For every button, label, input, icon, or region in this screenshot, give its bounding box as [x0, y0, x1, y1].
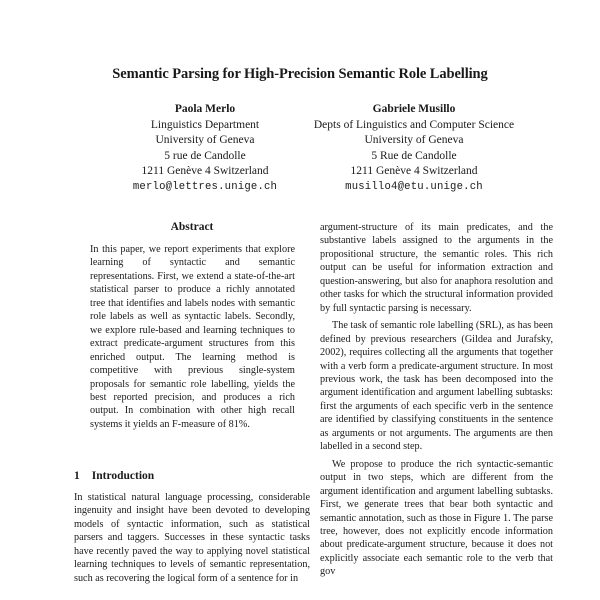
author-affiliation-line: Linguistics Department — [150, 118, 260, 131]
abstract-paragraph: In this paper, we report experiments that explore learning of syntactic and semantic representations. First, we extend a state-of-the-art statistical parser to produce a richly annotated tree that identifies and labels nodes with semantic role labels as well as syntactic labels. Secondly, we explore rule-based and learning techniques to extract predicate-argument structures from this enriched output. The learning method is competitive with previous single-system proposals for semantic role labelling, yields the best reported precision, and produces a rich output. In combination with other high recall systems it yields an F-measure of 81%. — [90, 244, 295, 430]
body-paragraph: The task of semantic role labelling (SRL), as has been defined by previous researchers (Gildea and Jurafsky, 2002), requires collecting all the arguments that together with a verb form a predicate-argument structure. In most previous work, the task has been decomposed into the argument identification and argument labelling subtasks: first the arguments of each specific verb in the sentence are identified by classifying constituents in the sentence as arguments or not arguments. The arguments are then labelled in a second step. — [320, 320, 553, 453]
abstract-heading: Abstract — [170, 221, 214, 233]
paper-title: Semantic Parsing for High-Precision Semantic Role Labelling — [112, 66, 488, 82]
right-column-text — [320, 221, 553, 579]
section-number: 1 — [74, 470, 80, 482]
author-name: Paola Merlo — [174, 103, 236, 115]
author-block-2 — [284, 102, 544, 196]
body-paragraph: We propose to produce the rich syntactic-semantic output in two steps, which are different from the argument identification and argument labelling subtasks. First, we generate trees that bear both syntactic and semantic annotation, such as those in Figure 1. The parse tree, however, does not explicitly encode information about predicate-argument structure, because it does not explicitly associate each semantic role to the verb that gov — [320, 458, 553, 578]
author-name: Gabriele Musillo — [372, 103, 456, 115]
author-email: musillo4@etu.unige.ch — [345, 180, 483, 193]
author-affiliation-line: University of Geneva — [155, 134, 255, 147]
author-affiliation-line: University of Geneva — [364, 134, 464, 147]
body-paragraph: argument-structure of its main predicates, and the substantive labels assigned to the arguments in the propositional structure, the semantic roles. This rich output can be useful for information extraction and question-answering, but also for anaphora resolution and other tasks for which the structural information provided by full syntactic parsing is necessary. — [320, 222, 553, 314]
author-email: merlo@lettres.unige.ch — [132, 180, 278, 193]
body-paragraph: In statistical natural language processing, considerable ingenuity and insight have been devoted to developing models of syntactic information, such as statistical parsers and taggers. Successes in these syntactic tasks have recently paved the way to applying novel statistical learning techniques to levels of semantic representation, such as recovering the logical form of a sentence for in — [74, 492, 310, 584]
author-affiliation-line: 5 rue de Candolle — [164, 149, 246, 162]
author-affiliation-line: Depts of Linguistics and Computer Science — [313, 118, 515, 131]
intro-text — [74, 491, 310, 585]
author-affiliation-line: 5 Rue de Candolle — [371, 149, 457, 162]
author-affiliation-line: 1211 Genève 4 Switzerland — [141, 165, 269, 178]
abstract-text — [90, 243, 295, 431]
section-title: Introduction — [91, 470, 155, 482]
author-affiliation-line: 1211 Genève 4 Switzerland — [350, 165, 478, 178]
author-block-1 — [95, 102, 315, 196]
section-heading — [74, 470, 154, 482]
